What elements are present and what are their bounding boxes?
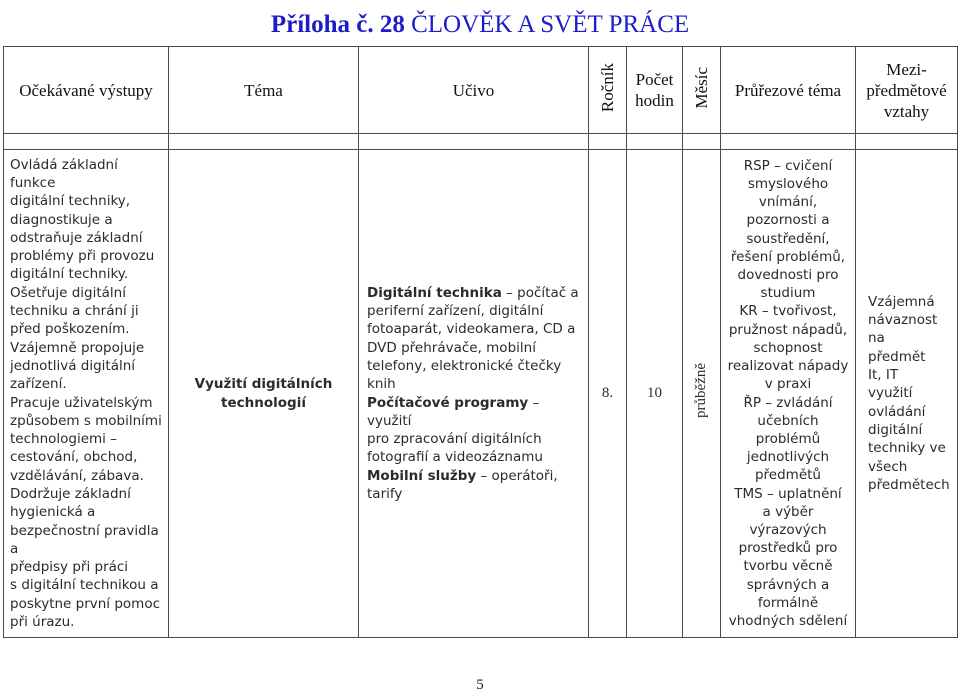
- ucivo-line: telefony, elektronické čtečky: [367, 357, 562, 374]
- prurezove-tema-line: prostředků pro: [738, 540, 838, 557]
- ucivo-cell: [359, 150, 589, 638]
- ucivo-bold-pocitacove-programy: Počítačové programy: [367, 394, 529, 411]
- mezipredmetove-line: It, IT: [868, 367, 899, 384]
- ucivo-line: tarify: [367, 485, 403, 502]
- vystupy-line: bezpečnostní pravidla a: [10, 522, 159, 557]
- prurezove-tema-line: vhodných sdělení: [728, 612, 848, 629]
- page-title: [0, 9, 960, 41]
- ucivo-bold-mobilni-sluzby: Mobilní služby: [367, 467, 477, 484]
- prurezove-tema-line: tvorbu věcně: [743, 558, 833, 575]
- pocet-hodin-cell: 10: [627, 150, 683, 638]
- ucivo-line: fotoaparát, videokamera, CD a: [367, 321, 576, 338]
- header-pocet-line2: hodin: [635, 91, 674, 110]
- prurezove-tema-line: TMS – uplatnění: [734, 485, 842, 502]
- prurezove-tema-line: předmětů: [754, 467, 821, 484]
- header-mezi-line2: předmětové: [866, 80, 947, 100]
- header-mezi-line1: Mezi-: [886, 59, 927, 79]
- prurezove-tema-line: vnímání,: [758, 194, 818, 211]
- ucivo-line: periferní zařízení, digitální: [367, 303, 544, 320]
- prurezove-tema-line: realizovat nápady: [727, 358, 849, 375]
- mezipredmetove-line: předmětech: [868, 476, 950, 493]
- title-prefix: Příloha č. 28: [270, 11, 405, 38]
- tema-line1: Využití digitálních: [194, 376, 333, 393]
- prurezove-tema-list: [721, 157, 855, 630]
- header-rocnik: [589, 47, 627, 134]
- ucivo-line: [367, 467, 582, 485]
- prurezove-tema-line: soustředění,: [746, 230, 830, 247]
- prurezove-tema-line: a výběr: [762, 503, 814, 520]
- ucivo-line: [367, 284, 582, 302]
- header-pocet-hodin: [627, 47, 683, 134]
- vystupy-line: před poškozením.: [10, 321, 130, 338]
- vystupy-line: techniku a chrání ji: [10, 303, 139, 320]
- vystupy-line: poskytne první pomoc: [10, 595, 161, 612]
- ucivo-text: – využití: [367, 394, 540, 429]
- vystupy-line: odstraňuje základní: [10, 229, 143, 246]
- ucivo-line: fotografií a videozáznamu: [367, 449, 543, 466]
- prurezove-tema-line: správných a: [746, 576, 830, 593]
- prurezove-tema-line: jednotlivých: [746, 449, 830, 466]
- vystupy-line: způsobem s mobilními: [10, 412, 162, 429]
- vystupy-line: zařízení.: [10, 376, 67, 393]
- title-subject: ČLOVĚK A SVĚT PRÁCE: [404, 11, 690, 38]
- vystupy-line: problémy při provozu: [10, 248, 155, 265]
- vystupy-line: jednotlivá digitální: [10, 357, 136, 374]
- ucivo-line: knih: [367, 376, 396, 393]
- tema-cell: [169, 150, 359, 638]
- ucivo-line: [367, 394, 582, 431]
- vystupy-cell: [4, 150, 169, 638]
- mezipredmetove-line: předmět: [868, 348, 926, 365]
- header-mesic-label: Měsíc: [692, 66, 711, 109]
- vystupy-list: [10, 156, 164, 632]
- vystupy-line: Dodržuje základní: [10, 485, 131, 502]
- mezipredmetove-line: techniky ve: [868, 440, 946, 457]
- prurezove-tema-line: řešení problémů,: [730, 248, 846, 265]
- mezipredmetove-line: všech: [868, 458, 908, 475]
- prurezove-tema-line: výrazových: [749, 521, 827, 538]
- mezipredmetove-line: návaznost na: [868, 312, 938, 347]
- mezipredmetove-line: digitální: [868, 421, 923, 438]
- vystupy-line: Ovládá základní funkce: [10, 156, 118, 191]
- rocnik-cell: 8.: [589, 150, 627, 638]
- header-mezi-line3: vztahy: [883, 101, 930, 121]
- vystupy-line: vzdělávání, zábava.: [10, 467, 144, 484]
- page-number: 5: [476, 677, 484, 693]
- ucivo-line: pro zpracování digitálních: [367, 431, 542, 448]
- prurezove-tema-line: studium: [760, 285, 816, 302]
- prurezove-tema-line: schopnost: [753, 339, 823, 356]
- header-mesic: [683, 47, 721, 134]
- vystupy-line: cestování, obchod,: [10, 449, 138, 466]
- prurezove-tema-line: formálně: [757, 594, 819, 611]
- vystupy-line: Ošetřuje digitální: [10, 284, 126, 301]
- header-pocet-line1: Počet: [635, 70, 674, 89]
- vystupy-line: s digitální technikou a: [10, 577, 159, 594]
- vystupy-line: digitální techniky.: [10, 266, 129, 283]
- vystupy-line: předpisy při práci: [10, 559, 129, 576]
- mezipredmetove-line: ovládání: [868, 403, 926, 420]
- mezipredmetove-list: [868, 293, 953, 494]
- mezipredmetove-cell: [856, 150, 958, 638]
- vystupy-line: Pracuje uživatelským: [10, 394, 153, 411]
- prurezove-tema-line: smyslového: [747, 176, 829, 193]
- header-ucivo: Učivo: [359, 47, 589, 134]
- prurezove-tema-line: KR – tvořivost,: [739, 303, 837, 320]
- prurezove-tema-line: ŘP – zvládání: [743, 394, 833, 411]
- prurezove-tema-line: dovednosti pro: [737, 267, 839, 284]
- mesic-value: průběžně: [693, 363, 710, 419]
- ucivo-text: – operátoři,: [476, 467, 558, 484]
- content-row: [4, 150, 958, 638]
- header-prurezove-tema: Průřezové téma: [721, 47, 856, 134]
- header-vystupy: Očekávané výstupy: [4, 47, 169, 134]
- vystupy-line: diagnostikuje a: [10, 211, 113, 228]
- spacer-row: [4, 134, 958, 150]
- mesic-cell: [683, 150, 721, 638]
- vystupy-line: při úrazu.: [10, 614, 75, 631]
- mezipredmetove-line: využití: [868, 385, 913, 402]
- header-row: [4, 47, 958, 134]
- header-tema: Téma: [169, 47, 359, 134]
- tema-line2: technologií: [221, 394, 306, 411]
- prurezove-tema-line: RSP – cvičení: [743, 157, 833, 174]
- prurezove-tema-line: v praxi: [764, 376, 812, 393]
- prurezove-tema-line: pružnost nápadů,: [728, 321, 848, 338]
- vystupy-line: digitální techniky,: [10, 193, 131, 210]
- vystupy-line: hygienická a: [10, 504, 96, 521]
- ucivo-line: DVD přehrávače, mobilní: [367, 339, 536, 356]
- prurezove-tema-line: problémů: [755, 430, 821, 447]
- header-mezipredmetove: [856, 47, 958, 134]
- ucivo-text: – počítač a: [501, 284, 579, 301]
- vystupy-line: Vzájemně propojuje: [10, 339, 145, 356]
- prurezove-tema-line: pozornosti a: [746, 212, 830, 229]
- header-rocnik-label: Ročník: [598, 62, 617, 113]
- mezipredmetove-line: Vzájemná: [868, 293, 935, 310]
- curriculum-table: [3, 46, 958, 638]
- prurezove-tema-line: učebních: [757, 412, 819, 429]
- prurezove-tema-cell: [721, 150, 856, 638]
- vystupy-line: technologiemi –: [10, 431, 117, 448]
- ucivo-bold-digitalni-technika: Digitální technika: [367, 284, 502, 301]
